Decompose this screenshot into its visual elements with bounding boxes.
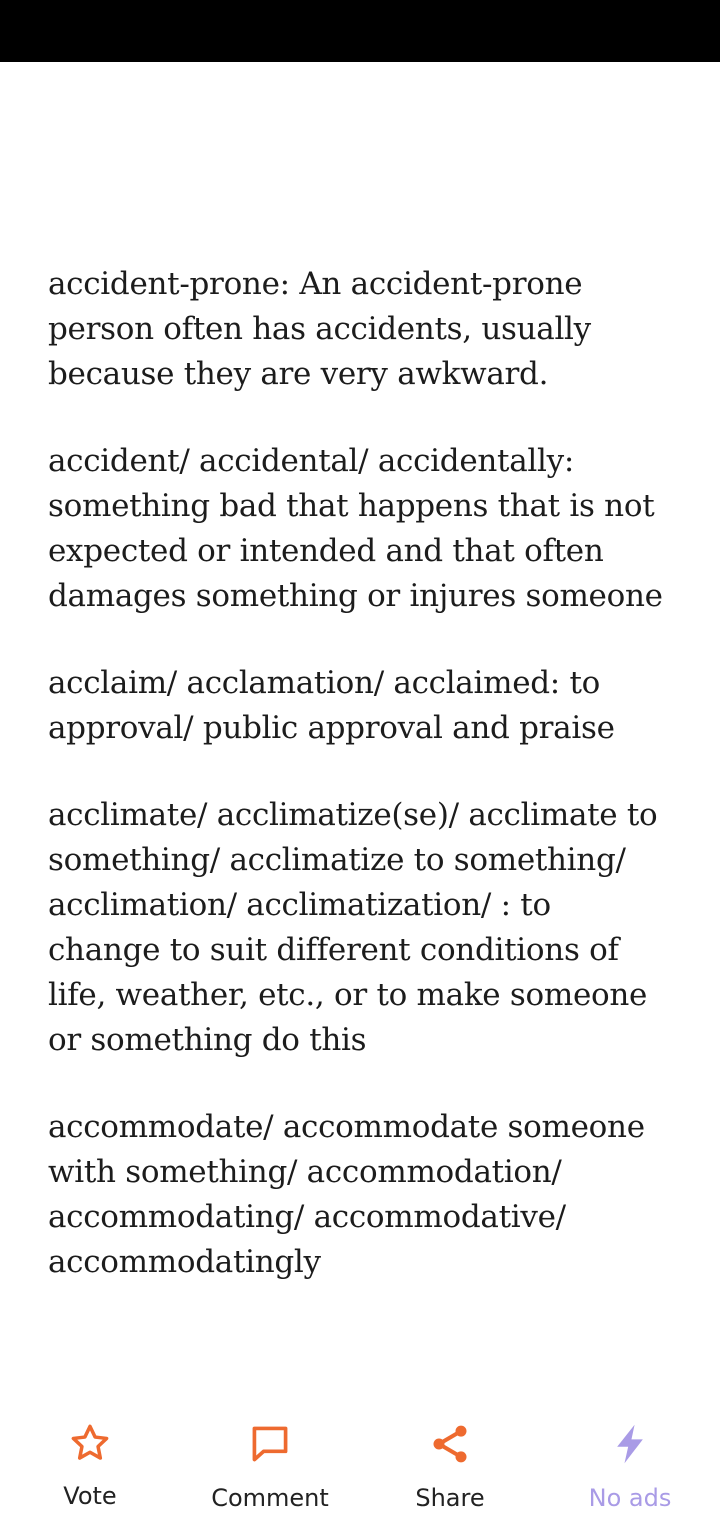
paragraph-accident-prone: accident-prone: An accident-prone person often has accidents, usually because they are very awkward. bbox=[48, 266, 591, 392]
share-button[interactable] bbox=[360, 1410, 540, 1510]
no-ads-button[interactable] bbox=[540, 1410, 720, 1510]
no-ads-label: No ads bbox=[588, 1484, 672, 1512]
story-text bbox=[48, 262, 668, 1327]
comment-icon bbox=[248, 1422, 292, 1466]
paragraph-accommodate: accommodate/ accommodate someone with something/ accommodation/ accommodating/ accommodative/ accommodatingly bbox=[48, 1109, 645, 1280]
star-icon bbox=[68, 1422, 112, 1464]
comment-button[interactable] bbox=[180, 1410, 360, 1510]
vote-label: Vote bbox=[63, 1482, 117, 1510]
paragraph-acclimate: acclimate/ acclimatize(se)/ acclimate to something/ acclimatize to something/ acclimation/ acclimatization/ : to change to suit different conditions of life, weather, etc., or to make someone or something do this bbox=[48, 797, 658, 1058]
share-label: Share bbox=[415, 1484, 485, 1512]
bottom-action-bar bbox=[0, 1410, 720, 1520]
vote-button[interactable] bbox=[0, 1410, 180, 1510]
paragraph-acclaim: acclaim/ acclamation/ acclaimed: to approval/ public approval and praise bbox=[48, 665, 615, 746]
comment-label: Comment bbox=[211, 1484, 329, 1512]
paragraph-accident: accident/ accidental/ accidentally: something bad that happens that is not expected or intended and that often damages something or injures someone bbox=[48, 443, 663, 614]
status-bar bbox=[0, 0, 720, 62]
share-icon bbox=[428, 1422, 472, 1466]
lightning-icon bbox=[608, 1422, 652, 1466]
